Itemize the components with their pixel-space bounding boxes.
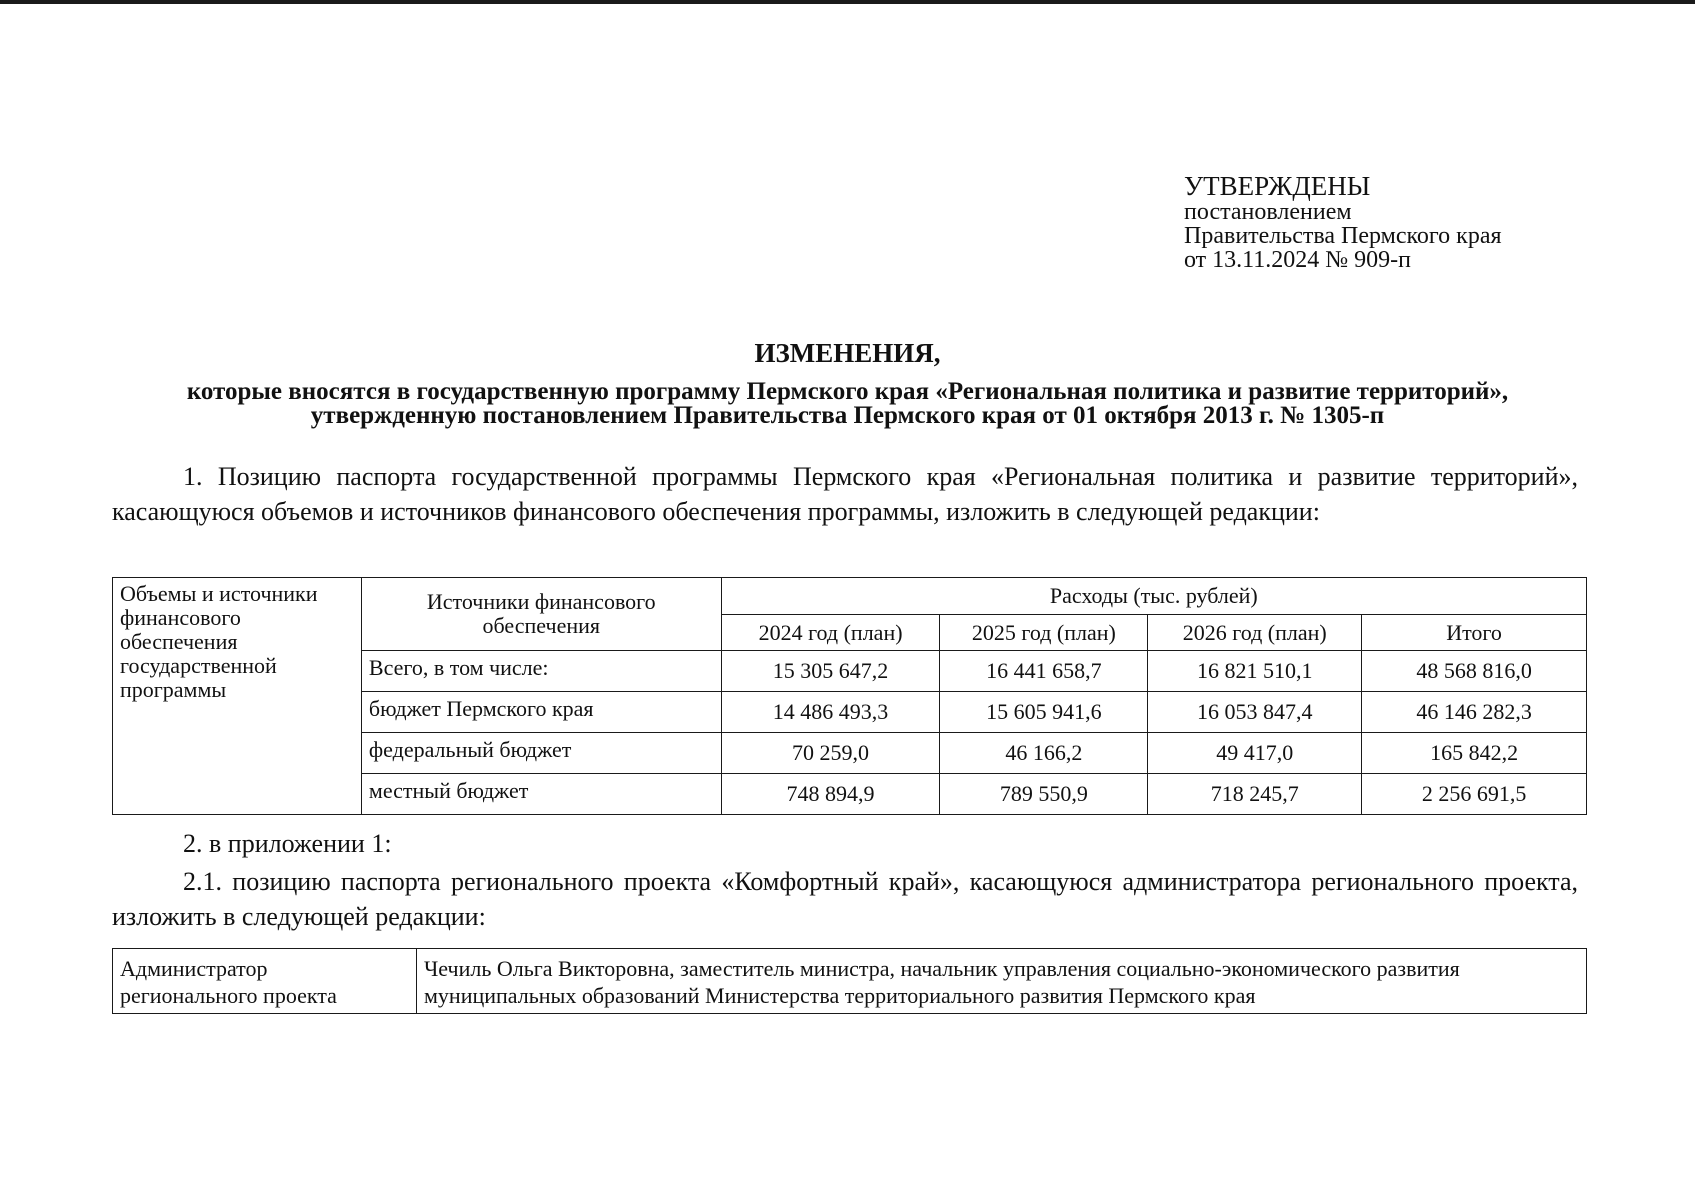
value-cell: 46 146 282,3 xyxy=(1362,692,1587,733)
approval-line-2: Правительства Пермского края xyxy=(1184,223,1502,249)
approval-block xyxy=(1184,172,1502,272)
value-cell: 46 166,2 xyxy=(940,733,1148,774)
paragraph-item-1: 1. Позицию паспорта государственной программы Пермского края «Региональная политика и развитие территорий», касающуюся объемов и источников финансового обеспечения программы, изложить в следующей редакции: xyxy=(112,462,1578,526)
value-cell: 748 894,9 xyxy=(721,774,940,815)
value-cell: 718 245,7 xyxy=(1148,774,1362,815)
column-header: 2025 год (план) xyxy=(940,615,1148,651)
value-cell: 15 305 647,2 xyxy=(721,651,940,692)
document-title: ИЗМЕНЕНИЯ, xyxy=(754,338,941,368)
approval-line-3: от 13.11.2024 № 909-п xyxy=(1184,247,1412,273)
administrator-table xyxy=(112,948,1587,1014)
value-cell: 16 441 658,7 xyxy=(940,651,1148,692)
document-subtitle: которые вносятся в государственную программу Пермского края «Региональная политика и развитие территорий», утвержденную постановлением Правительства Пермского края от 01 октября 2013 г. № 1305-п xyxy=(186,378,1509,429)
value-cell: 48 568 816,0 xyxy=(1362,651,1587,692)
column-header: 2026 год (план) xyxy=(1148,615,1362,651)
value-cell: 789 550,9 xyxy=(940,774,1148,815)
column-header: 2024 год (план) xyxy=(721,615,940,651)
value-cell: 16 053 847,4 xyxy=(1148,692,1362,733)
paragraph-item-2: 2. в приложении 1: xyxy=(183,829,392,858)
value-cell: 15 605 941,6 xyxy=(940,692,1148,733)
column-header: Итого xyxy=(1362,615,1587,651)
finance-table xyxy=(112,577,1587,815)
finance-row-header: Объемы и источники финансового обеспечения государственной программы xyxy=(113,578,362,815)
value-cell: 49 417,0 xyxy=(1148,733,1362,774)
source-cell: бюджет Пермского края xyxy=(361,692,721,733)
paragraph-item-2-1: 2.1. позицию паспорта регионального проекта «Комфортный край», касающуюся администратора регионального проекта, изложить в следующей редакции: xyxy=(112,867,1578,931)
sources-header: Источники финансового обеспечения xyxy=(361,578,721,651)
approval-line-1: постановлением xyxy=(1184,199,1352,225)
source-cell: местный бюджет xyxy=(361,774,721,815)
value-cell: 16 821 510,1 xyxy=(1148,651,1362,692)
value-cell: 2 256 691,5 xyxy=(1362,774,1587,815)
value-cell: 165 842,2 xyxy=(1362,733,1587,774)
expenses-header: Расходы (тыс. рублей) xyxy=(721,578,1586,615)
source-cell: Всего, в том числе: xyxy=(361,651,721,692)
table-row xyxy=(113,949,1587,1014)
value-cell: 70 259,0 xyxy=(721,733,940,774)
value-cell: 14 486 493,3 xyxy=(721,692,940,733)
administrator-value: Чечиль Ольга Викторовна, заместитель министра, начальник управления социально-экономического развития муниципальных образований Министерства территориального развития Пермского края xyxy=(417,949,1587,1014)
source-cell: федеральный бюджет xyxy=(361,733,721,774)
top-border-rule xyxy=(0,0,1695,4)
administrator-label: Администратор регионального проекта xyxy=(113,949,417,1014)
approval-stamp: УТВЕРЖДЕНЫ xyxy=(1184,171,1371,201)
